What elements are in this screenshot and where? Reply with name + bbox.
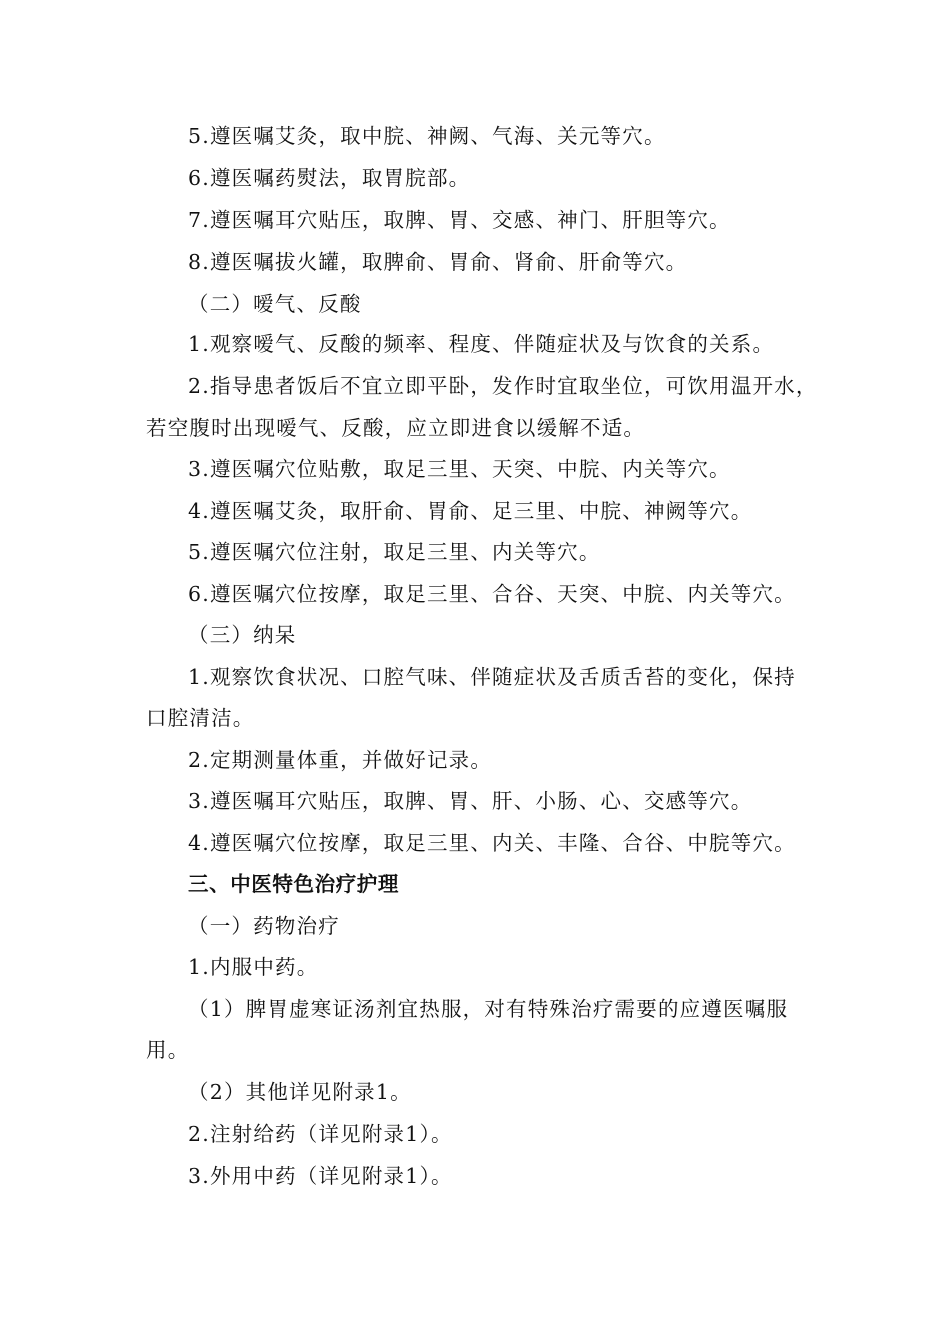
paragraph-line: 5.遵医嘱艾灸，取中脘、神阙、气海、关元等穴。 xyxy=(188,124,666,148)
paragraph-line: 1.观察嗳气、反酸的频率、程度、伴随症状及与饮食的关系。 xyxy=(188,332,775,356)
paragraph-line: 3.遵医嘱耳穴贴压，取脾、胃、肝、小肠、心、交感等穴。 xyxy=(188,789,753,813)
paragraph-line: 2.定期测量体重，并做好记录。 xyxy=(188,748,493,772)
subsection-heading: （一）药物治疗 xyxy=(188,914,340,938)
paragraph-line: （1）脾胃虚寒证汤剂宜热服，对有特殊治疗需要的应遵医嘱服 xyxy=(188,997,789,1021)
paragraph-line: 5.遵医嘱穴位注射，取足三里、内关等穴。 xyxy=(188,540,601,564)
paragraph-line: 口腔清洁。 xyxy=(146,706,255,730)
paragraph-line: 2.注射给药（详见附录1）。 xyxy=(188,1122,453,1146)
paragraph-line: 4.遵医嘱穴位按摩，取足三里、内关、丰隆、合谷、中脘等穴。 xyxy=(188,831,796,855)
section-heading: 三、中医特色治疗护理 xyxy=(188,872,399,896)
paragraph-line: 8.遵医嘱拔火罐，取脾俞、胃俞、肾俞、肝俞等穴。 xyxy=(188,250,688,274)
paragraph-line: 用。 xyxy=(146,1038,190,1062)
paragraph-line: 2.指导患者饭后不宜立即平卧，发作时宜取坐位，可饮用温开水， xyxy=(188,374,818,398)
paragraph-line: 7.遵医嘱耳穴贴压，取脾、胃、交感、神门、肝胆等穴。 xyxy=(188,208,731,232)
paragraph-line: 3.遵医嘱穴位贴敷，取足三里、天突、中脘、内关等穴。 xyxy=(188,457,731,481)
paragraph-line: 6.遵医嘱穴位按摩，取足三里、合谷、天突、中脘、内关等穴。 xyxy=(188,582,796,606)
paragraph-line: （2）其他详见附录1。 xyxy=(188,1080,412,1104)
paragraph-line: 3.外用中药（详见附录1）。 xyxy=(188,1164,453,1188)
paragraph-line: 4.遵医嘱艾灸，取肝俞、胃俞、足三里、中脘、神阙等穴。 xyxy=(188,499,753,523)
subsection-heading: （二）嗳气、反酸 xyxy=(188,292,362,316)
paragraph-line: 1.观察饮食状况、口腔气味、伴随症状及舌质舌苔的变化，保持 xyxy=(188,665,796,689)
subsection-heading: （三）纳呆 xyxy=(188,623,297,647)
paragraph-line: 若空腹时出现嗳气、反酸，应立即进食以缓解不适。 xyxy=(146,416,646,440)
paragraph-line: 6.遵医嘱药熨法，取胃脘部。 xyxy=(188,166,471,190)
paragraph-line: 1.内服中药。 xyxy=(188,955,319,979)
